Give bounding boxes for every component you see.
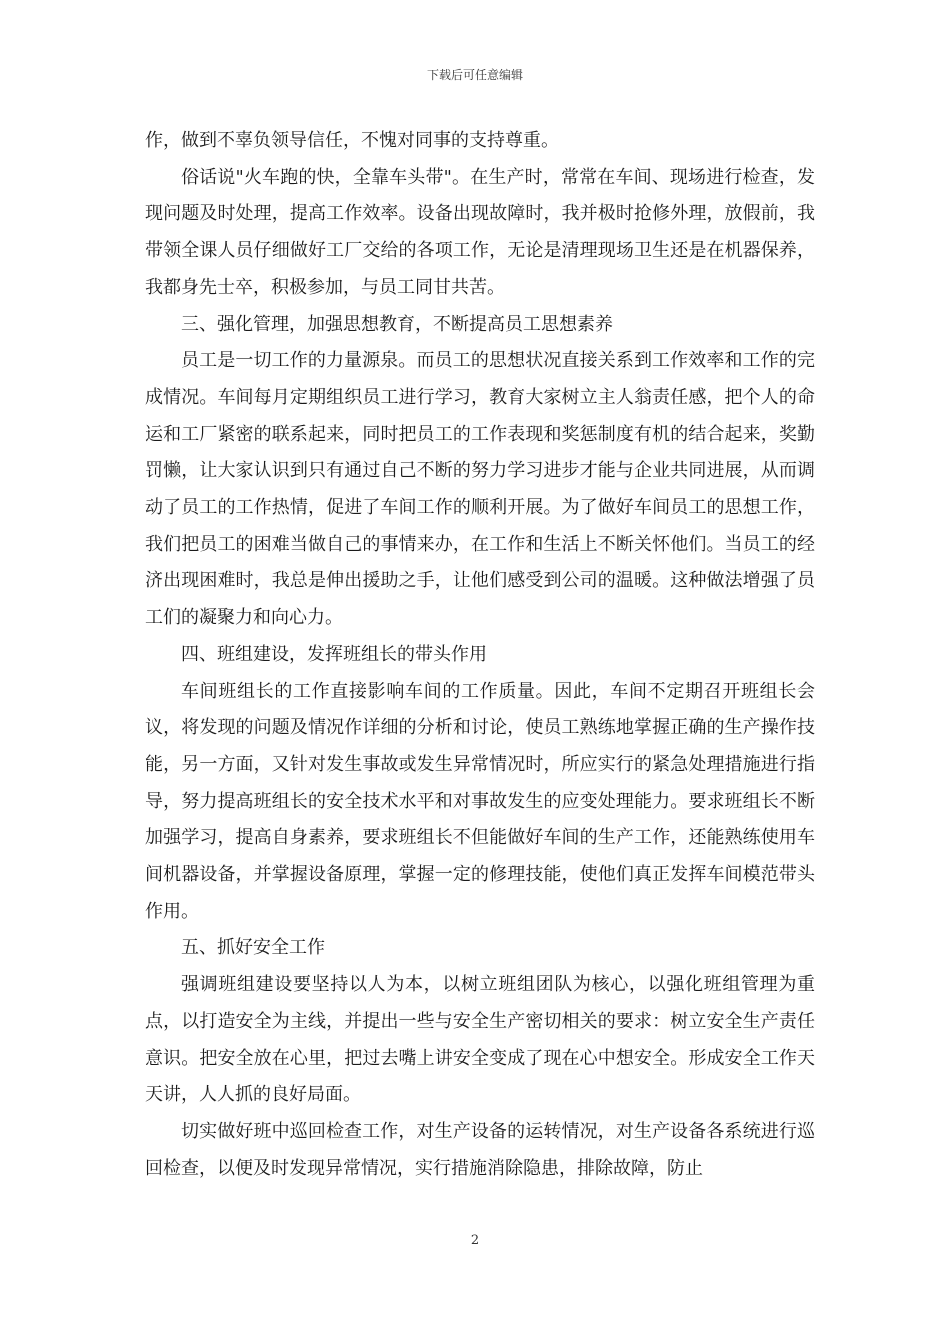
paragraph-employee-thought: 员工是一切工作的力量源泉。而员工的思想状况直接关系到工作效率和工作的完成情况。车间每月定期组织员工进行学习，教育大家树立主人翁责任感，把个人的命运和工厂紧密的联系起来，同时把员工的工作表现和奖惩制度有机的结合起来，奖勤罚懒，让大家认识到只有通过自己不断的努力学习进步才能与企业共同进展，从而调动了员工的工作热情，促进了车间工作的顺利开展。为了做好车间员工的思想工作，我们把员工的困难当做自己的事情来办，在工作和生活上不断关怀他们。当员工的经济出现困难时，我总是伸出援助之手，让他们感受到公司的温暖。这种做法增强了员工们的凝聚力和向心力。 bbox=[145, 350, 815, 629]
paragraph-continuation: 作，做到不辜负领导信任，不愧对同事的支持尊重。 bbox=[145, 130, 559, 151]
paragraph-production-inspection: 俗话说"火车跑的快，全靠车头带"。在生产时，常常在车间、现场进行检查，发现问题及时处理，提高工作效率。设备出现故障时，我并极时抢修外理，放假前，我带领全课人员仔细做好工厂交给的各项工作，无论是清理现场卫生还是在机器保养，我都身先士卒，积极参加，与员工同甘共苦。 bbox=[145, 166, 815, 298]
section-heading-5: 五、抓好安全工作 bbox=[181, 937, 325, 959]
paragraph-patrol-inspection: 切实做好班中巡回检查工作，对生产设备的运转情况，对生产设备各系统进行巡回检查，以便及时发现异常情况，实行措施消除隐患，排除故障，防止 bbox=[145, 1120, 815, 1179]
paragraph-team-leader: 车间班组长的工作直接影响车间的工作质量。因此，车间不定期召开班组长会议，将发现的问题及情况作详细的分析和讨论，使员工熟练地掌握正确的生产操作技能，另一方面，又针对发生事故或发生异常情况时，所应实行的紧急处理措施进行指导，努力提高班组长的安全技术水平和对事故发生的应变处理能力。要求班组长不断加强学习，提高自身素养，要求班组长不但能做好车间的生产工作，还能熟练使用车间机器设备，并掌握设备原理，掌握一定的修理技能，使他们真正发挥车间模范带头作用。 bbox=[145, 680, 815, 922]
page-header: 下载后可任意编辑 bbox=[426, 68, 523, 82]
page-number: 2 bbox=[470, 1233, 480, 1248]
section-heading-3: 三、强化管理，加强思想教育，不断提高员工思想素养 bbox=[181, 313, 613, 335]
section-heading-4: 四、班组建设，发挥班组长的带头作用 bbox=[181, 643, 487, 665]
document-body bbox=[145, 123, 815, 1187]
paragraph-safety-emphasis: 强调班组建设要坚持以人为本，以树立班组团队为核心，以强化班组管理为重点，以打造安全为主线，并提出一些与安全生产密切相关的要求：树立安全生产责任意识。把安全放在心里，把过去嘴上讲安全变成了现在心中想安全。形成安全工作天天讲，人人抓的良好局面。 bbox=[145, 974, 815, 1106]
